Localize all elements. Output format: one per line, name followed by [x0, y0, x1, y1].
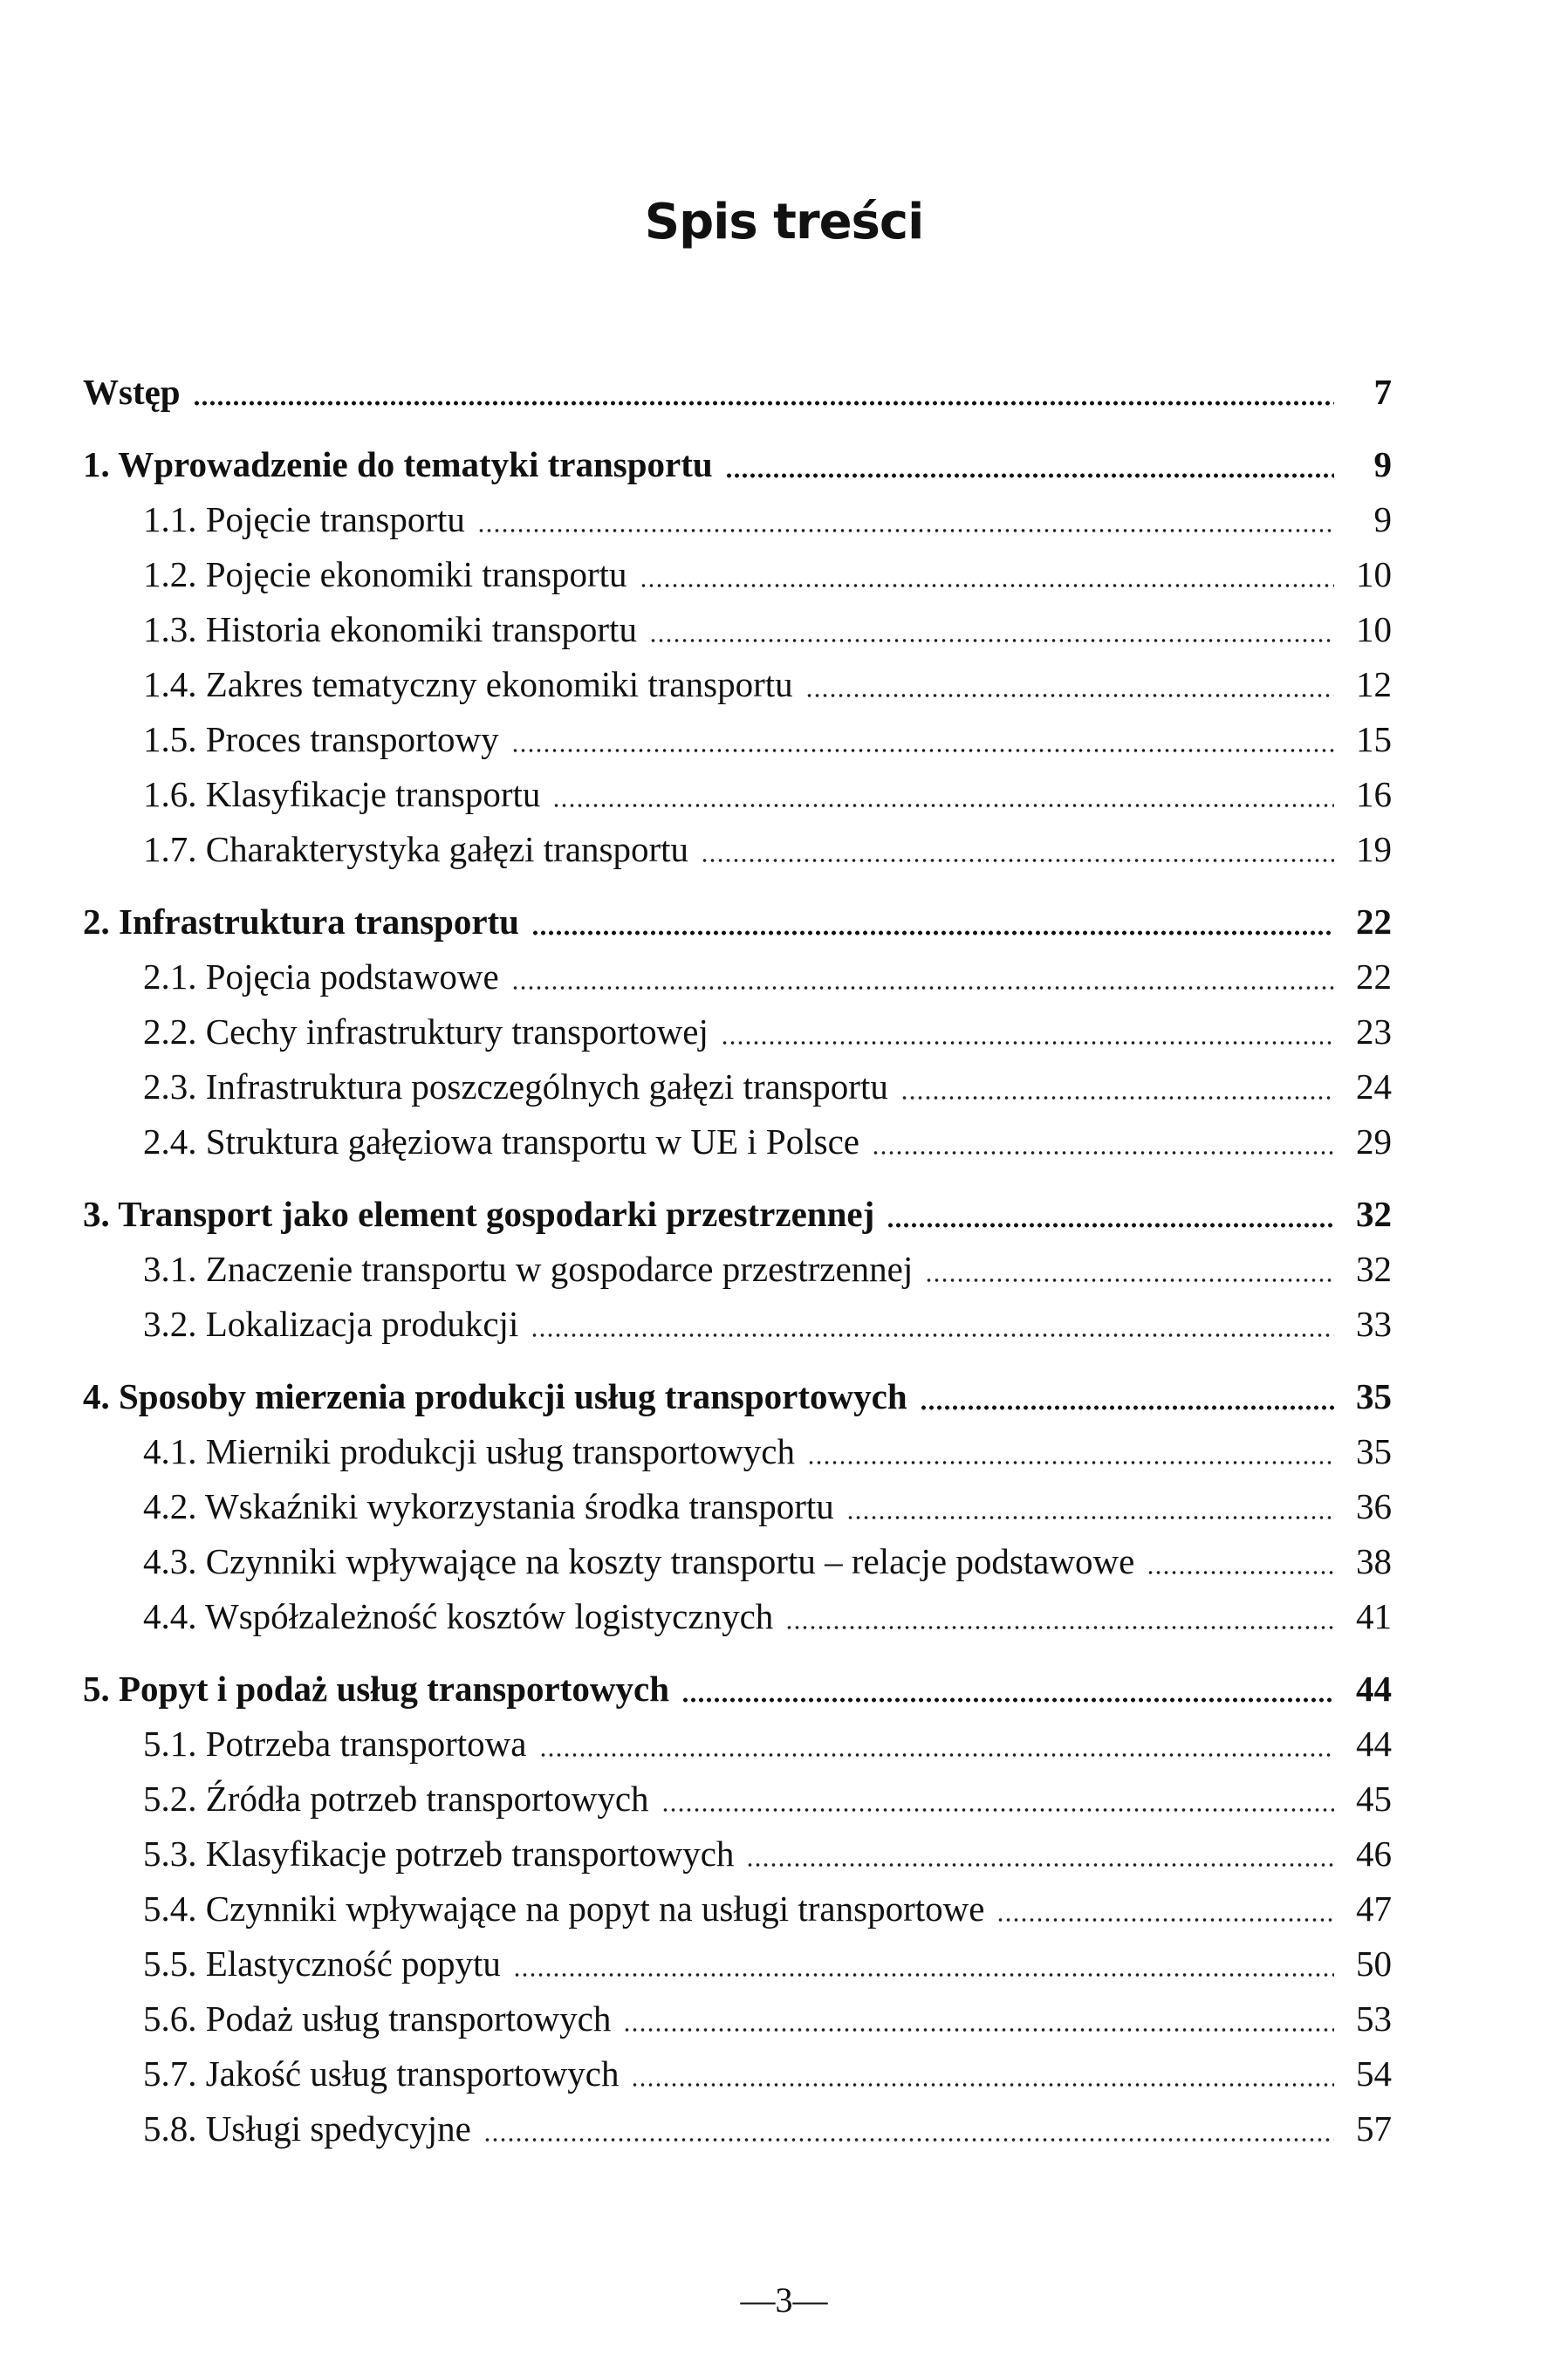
- entry-page-number: 44: [1356, 1669, 1392, 1709]
- dot-leader: [925, 1278, 1334, 1283]
- entry-page-number: 46: [1356, 1834, 1392, 1874]
- entry-page-number: 15: [1356, 719, 1392, 759]
- entry-page-number: 47: [1356, 1888, 1392, 1929]
- dot-leader: [661, 1807, 1334, 1813]
- toc-section-entry: [83, 1479, 1392, 1534]
- entry-page-number: 10: [1356, 609, 1392, 649]
- page-title: Spis treści: [644, 194, 924, 250]
- toc-chapter-entry: [83, 365, 1392, 420]
- toc-section-entry: [83, 1297, 1392, 1352]
- toc-section-entry: [83, 712, 1392, 767]
- entry-page-number: 57: [1356, 2108, 1392, 2149]
- entry-title: 3.1. Znaczenie transportu w gospodarce przestrzennej: [143, 1249, 914, 1289]
- entry-page-number: 50: [1356, 1943, 1392, 1984]
- entry-title: 2.1. Pojęcia podstawowe: [143, 956, 499, 997]
- entry-page-number: 35: [1356, 1376, 1392, 1416]
- entry-page-number: 22: [1356, 956, 1392, 997]
- entry-title: 5.2. Źródła potrzeb transportowych: [143, 1779, 649, 1819]
- entry-title: 1.7. Charakterystyka gałęzi transportu: [143, 829, 689, 869]
- entry-title: 2.2. Cechy infrastruktury transportowej: [143, 1011, 709, 1052]
- entry-title: 1.1. Pojęcie transportu: [143, 499, 465, 539]
- dot-leader: [807, 1460, 1334, 1465]
- toc-chapter-entry: [83, 1662, 1392, 1717]
- toc-chapter-entry: [83, 1369, 1392, 1424]
- toc-section-entry: [83, 2046, 1392, 2101]
- toc-section-entry: [83, 602, 1392, 657]
- dot-leader: [681, 1697, 1334, 1703]
- entry-page-number: 9: [1373, 499, 1392, 539]
- entry-page-number: 23: [1356, 1011, 1392, 1052]
- dot-leader: [887, 1223, 1334, 1228]
- toc-section-entry: [83, 1059, 1392, 1114]
- entry-page-number: 7: [1373, 372, 1392, 412]
- entry-title: 5.7. Jakość usług transportowych: [143, 2053, 620, 2094]
- entry-title: 1.5. Proces transportowy: [143, 719, 499, 759]
- entry-title: 1.6. Klasyfikacje transportu: [143, 774, 541, 814]
- table-of-contents: [83, 365, 1392, 2156]
- entry-title: 2.3. Infrastruktura poszczególnych gałęzi transportu: [143, 1066, 888, 1107]
- toc-section-entry: [83, 1827, 1392, 1882]
- entry-title: 1.2. Pojęcie ekonomiki transportu: [143, 554, 627, 594]
- entry-page-number: 45: [1356, 1779, 1392, 1819]
- dot-leader: [623, 2027, 1334, 2032]
- entry-title: 1.4. Zakres tematyczny ekonomiki transportu: [143, 664, 793, 704]
- dot-leader: [513, 1972, 1334, 1978]
- dot-leader: [511, 748, 1334, 753]
- entry-title: 4. Sposoby mierzenia produkcji usług transportowych: [83, 1376, 907, 1416]
- entry-title: 4.1. Mierniki produkcji usług transportowych: [143, 1431, 796, 1471]
- entry-title: 3.2. Lokalizacja produkcji: [143, 1304, 519, 1344]
- entry-page-number: 12: [1356, 664, 1392, 704]
- entry-page-number: 24: [1356, 1066, 1392, 1107]
- entry-title: 4.4. Współzależność kosztów logistycznych: [143, 1596, 774, 1636]
- page-number: —3—: [740, 2280, 828, 2320]
- toc-section-entry: [83, 1114, 1392, 1169]
- entry-page-number: 33: [1356, 1304, 1392, 1344]
- entry-title: 3. Transport jako element gospodarki przestrzennej: [83, 1194, 875, 1234]
- toc-section-entry: [83, 1882, 1392, 1936]
- toc-section-entry: [83, 1534, 1392, 1589]
- dot-leader: [539, 1752, 1335, 1758]
- entry-page-number: 32: [1356, 1249, 1392, 1289]
- entry-page-number: 44: [1356, 1724, 1392, 1764]
- entry-title: Wstęp: [83, 372, 181, 412]
- toc-chapter-entry: [83, 437, 1392, 492]
- entry-page-number: 22: [1356, 901, 1392, 942]
- toc-section-entry: [83, 1717, 1392, 1772]
- toc-chapter-entry: [83, 1187, 1392, 1242]
- entry-title: 5. Popyt i podaż usług transportowych: [83, 1669, 670, 1709]
- dot-leader: [721, 1040, 1334, 1045]
- entry-title: 5.6. Podaż usług transportowych: [143, 1998, 612, 2039]
- entry-title: 5.3. Klasyfikacje potrzeb transportowych: [143, 1834, 735, 1874]
- toc-section-entry: [83, 2101, 1392, 2156]
- dot-leader: [483, 2137, 1334, 2142]
- dot-leader: [649, 638, 1334, 643]
- dot-leader: [511, 985, 1334, 990]
- dot-leader: [640, 583, 1334, 588]
- toc-section-entry: [83, 1424, 1392, 1479]
- entry-title: 1.3. Historia ekonomiki transportu: [143, 609, 637, 649]
- dot-leader: [193, 401, 1334, 406]
- toc-section-entry: [83, 657, 1392, 712]
- dot-leader: [531, 1333, 1334, 1338]
- entry-title: 5.5. Elastyczność popytu: [143, 1943, 501, 1984]
- toc-section-entry: [83, 1772, 1392, 1827]
- toc-chapter-entry: [83, 895, 1392, 949]
- toc-section-entry: [83, 547, 1392, 602]
- entry-title: 5.8. Usługi spedycyjne: [143, 2108, 471, 2149]
- entry-page-number: 9: [1373, 444, 1392, 484]
- dot-leader: [785, 1625, 1334, 1630]
- entry-page-number: 10: [1356, 554, 1392, 594]
- entry-page-number: 35: [1356, 1431, 1392, 1471]
- dot-leader: [872, 1150, 1334, 1155]
- entry-title: 2.4. Struktura gałęziowa transportu w UE i Polsce: [143, 1121, 859, 1162]
- entry-page-number: 19: [1356, 829, 1392, 869]
- toc-section-entry: [83, 492, 1392, 547]
- dot-leader: [846, 1515, 1334, 1520]
- entry-page-number: 41: [1356, 1596, 1392, 1636]
- dot-leader: [996, 1917, 1334, 1923]
- entry-title: 2. Infrastruktura transportu: [83, 901, 519, 942]
- entry-page-number: 36: [1356, 1486, 1392, 1526]
- dot-leader: [1147, 1570, 1334, 1575]
- entry-title: 4.3. Czynniki wpływające na koszty transportu – relacje podstawowe: [143, 1541, 1135, 1581]
- entry-page-number: 38: [1356, 1541, 1392, 1581]
- dot-leader: [631, 2082, 1334, 2087]
- entry-page-number: 53: [1356, 1998, 1392, 2039]
- dot-leader: [900, 1095, 1334, 1100]
- dot-leader: [805, 693, 1334, 698]
- dot-leader: [746, 1862, 1334, 1868]
- entry-title: 1. Wprowadzenie do tematyki transportu: [83, 444, 713, 484]
- entry-title: 5.1. Potrzeba transportowa: [143, 1724, 527, 1764]
- entry-page-number: 54: [1356, 2053, 1392, 2094]
- dot-leader: [920, 1405, 1334, 1410]
- entry-title: 5.4. Czynniki wpływające na popyt na usługi transportowe: [143, 1888, 985, 1929]
- toc-section-entry: [83, 1936, 1392, 1991]
- toc-section-entry: [83, 822, 1392, 877]
- toc-section-entry: [83, 949, 1392, 1004]
- dot-leader: [552, 803, 1334, 808]
- dot-leader: [725, 473, 1334, 478]
- entry-title: 4.2. Wskaźniki wykorzystania środka transportu: [143, 1486, 834, 1526]
- entry-page-number: 16: [1356, 774, 1392, 814]
- toc-section-entry: [83, 1004, 1392, 1059]
- dot-leader: [701, 858, 1334, 863]
- dot-leader: [531, 930, 1334, 936]
- toc-section-entry: [83, 1589, 1392, 1644]
- toc-section-entry: [83, 767, 1392, 822]
- entry-page-number: 32: [1356, 1194, 1392, 1234]
- dot-leader: [477, 528, 1334, 533]
- toc-section-entry: [83, 1242, 1392, 1297]
- entry-page-number: 29: [1356, 1121, 1392, 1162]
- toc-section-entry: [83, 1991, 1392, 2046]
